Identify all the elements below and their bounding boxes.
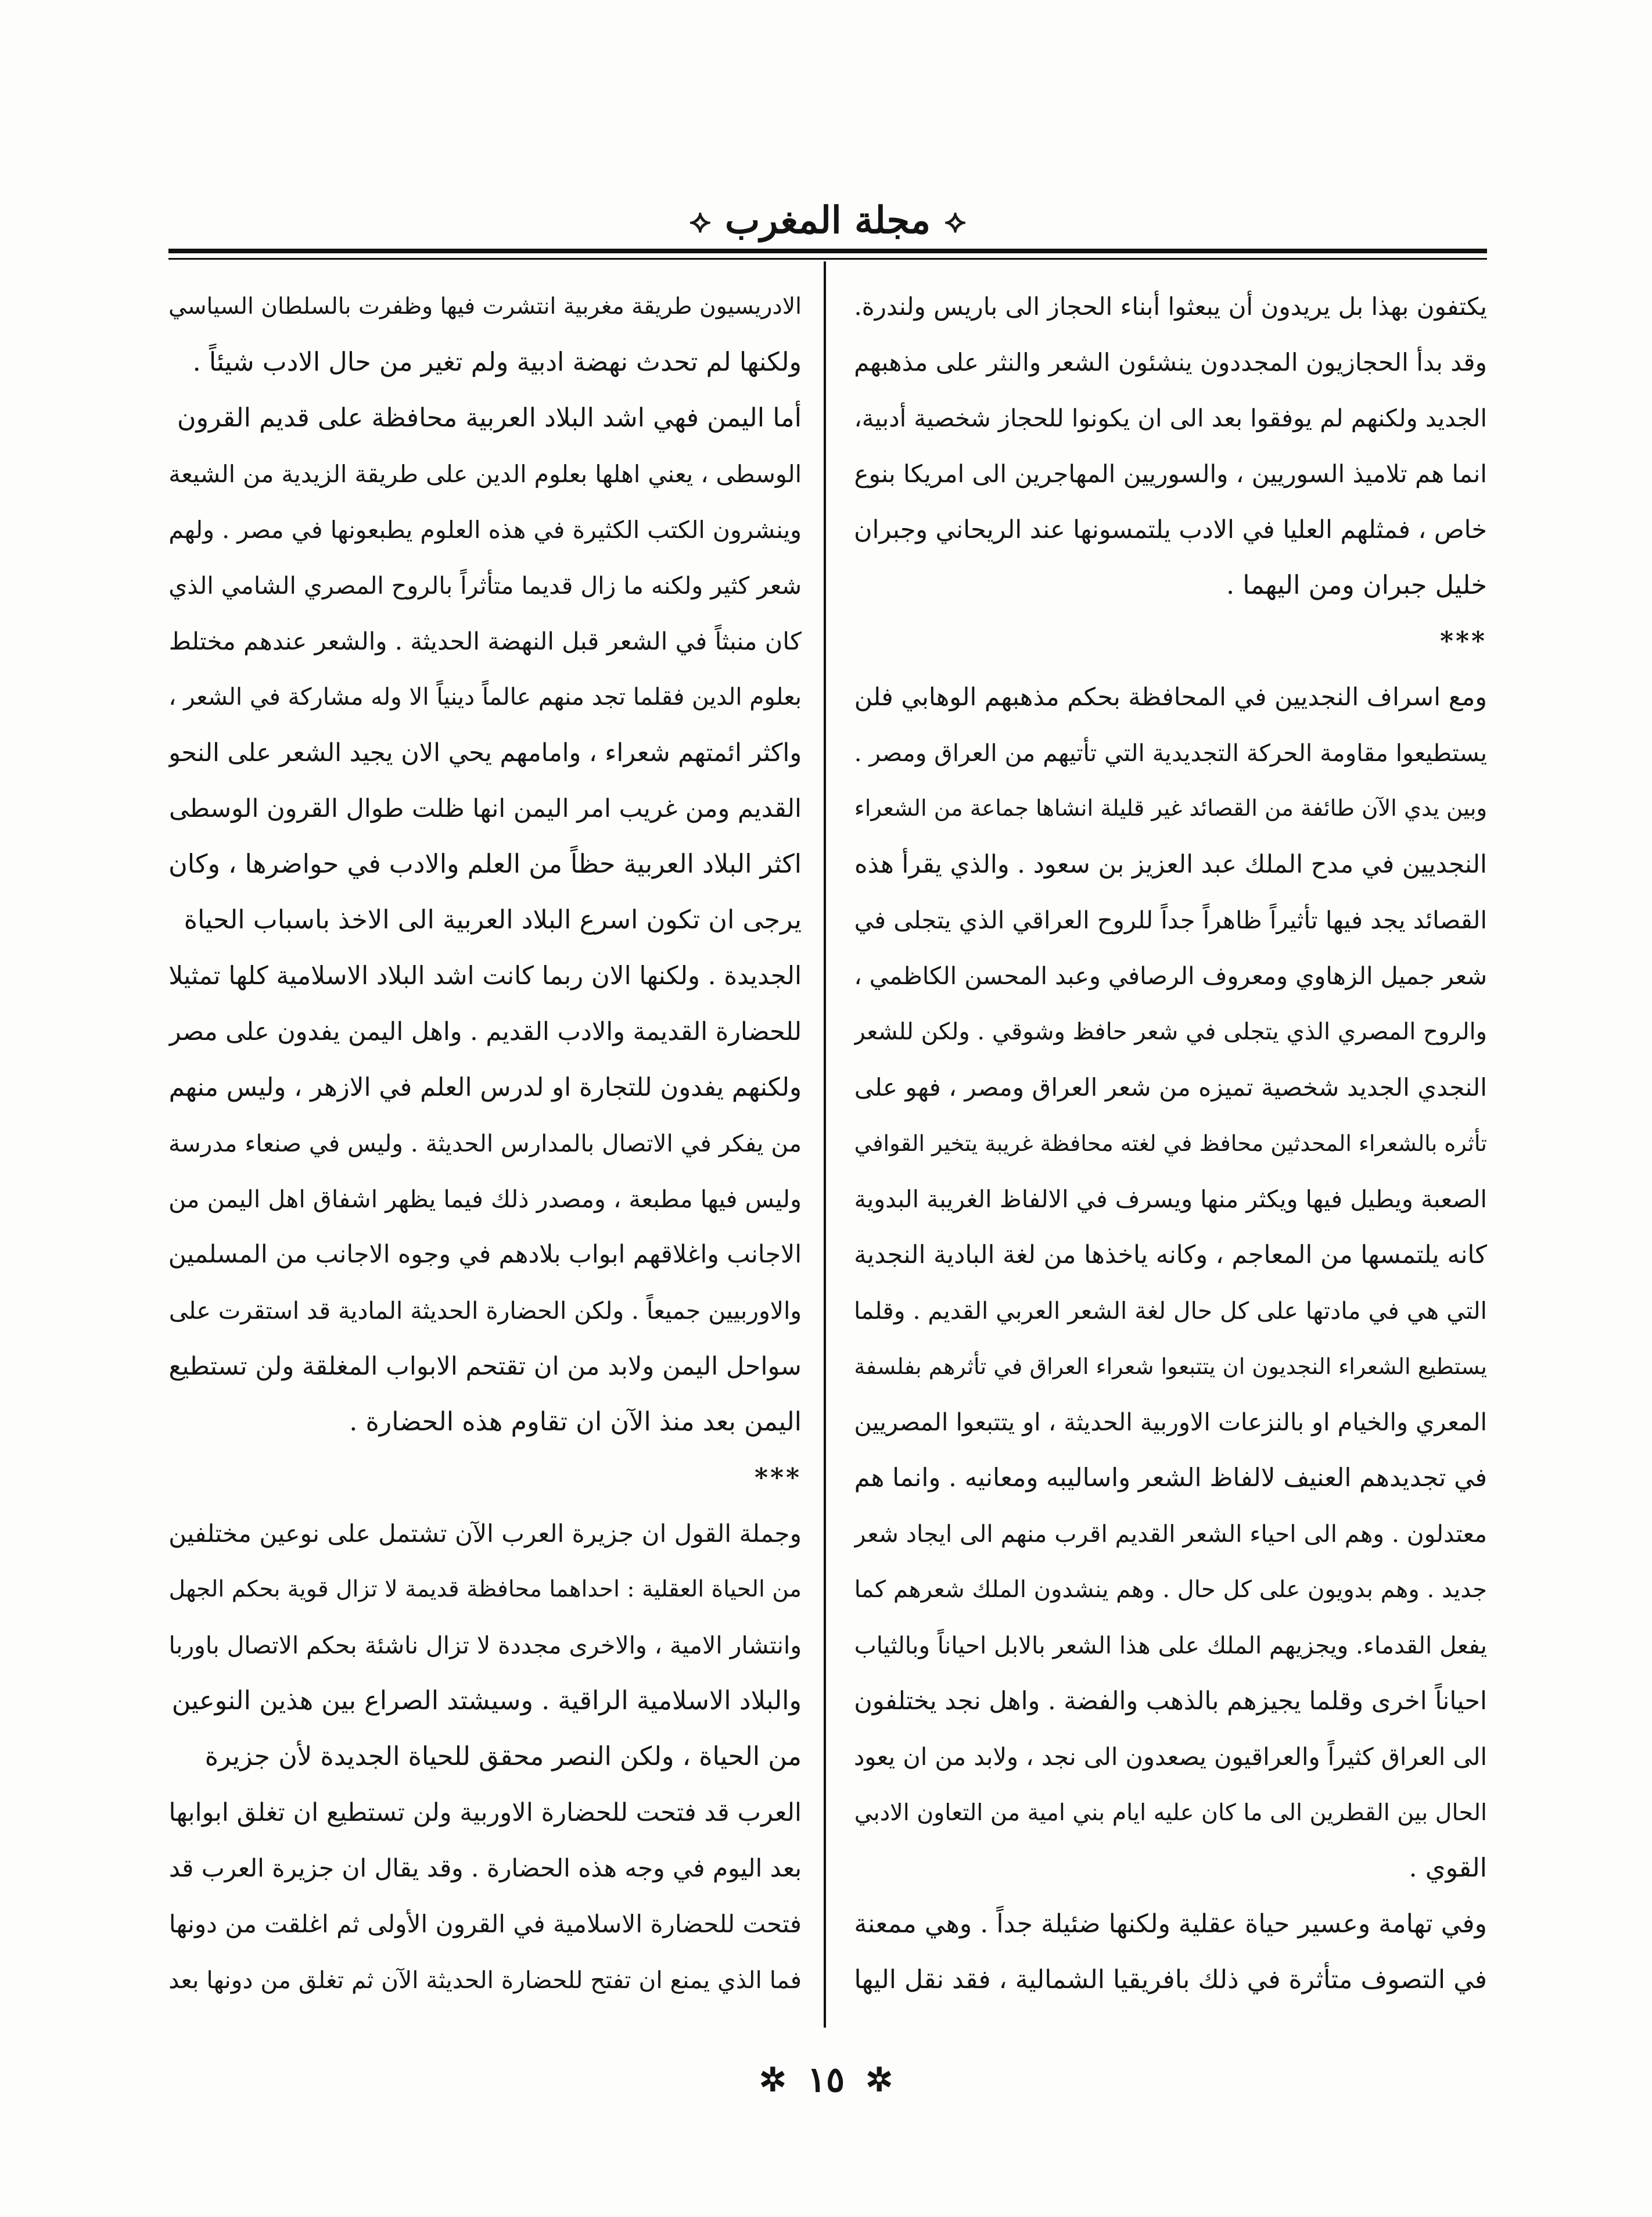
text-line: الاجانب واغلاقهم ابواب بلادهم في وجوه الاجانب من المسلمين bbox=[168, 1240, 802, 1269]
text-line: وقد بدأ الحجازيون المجددون ينشئون الشعر والنثر على مذهبهم bbox=[854, 348, 1487, 376]
text-line: ولكنها لم تحدث نهضة ادبية ولم تغير من حال الادب شيئاً . bbox=[192, 347, 802, 377]
text-line: انما هم تلاميذ السوريين ، والسوريين المهاجرين الى امريكا بنوع bbox=[854, 460, 1487, 488]
left-column bbox=[168, 279, 802, 2022]
text-line: اليمن بعد منذ الآن ان تقاوم هذه الحضارة . bbox=[349, 1407, 802, 1437]
text-line: النجديين في مدح الملك عبد العزيز بن سعود . والذي يقرأ هذه bbox=[854, 850, 1487, 879]
text-line: والبلاد الاسلامية الراقية . وسيشتد الصراع بين هذين النوعين bbox=[171, 1686, 802, 1716]
text-line: من يفكر في الاتصال بالمدارس الحديثة . وليس في صنعاء مدرسة bbox=[168, 1129, 802, 1157]
header-rule-thin bbox=[168, 258, 1487, 260]
text-line: كانه يلتمسها من المعاجم ، وكانه ياخذها من لغة البادية النجدية bbox=[854, 1240, 1487, 1269]
text-line: وليس فيها مطبعة ، ومصدر ذلك فيما يظهر اشفاق اهل اليمن من bbox=[168, 1185, 802, 1213]
page-footer bbox=[0, 2051, 1652, 2109]
footer-star-icon: ✲ bbox=[865, 2061, 893, 2099]
text-line: واكثر ائمتهم شعراء ، وامامهم يحي الان يجيد الشعر على النحو bbox=[168, 738, 802, 767]
right-column bbox=[854, 279, 1487, 2022]
page-number: ١٥ bbox=[807, 2060, 845, 2100]
text-line: وانتشار الامية ، والاخرى مجددة لا تزال ناشئة بحكم الاتصال باوربا bbox=[168, 1631, 802, 1659]
text-line: النجدي الجديد شخصية تميزه من شعر العراق ومصر ، فهو على bbox=[854, 1073, 1487, 1102]
text-line: خليل جبران ومن اليهما . bbox=[1226, 571, 1487, 600]
text-line: الصعبة ويطيل فيها ويكثر منها ويسرف في الالفاظ الغريبة البدوية bbox=[854, 1185, 1487, 1213]
text-line: بعلوم الدين فقلما تجد منهم عالماً دينياً الا وله مشاركة في الشعر ، bbox=[168, 684, 802, 711]
text-line: ولكنهم يفدون للتجارة او لدرس العلم في الازهر ، وليس منهم bbox=[168, 1073, 802, 1102]
column-divider bbox=[824, 261, 826, 2028]
text-line: وبين يدي الآن طائفة من القصائد غير قليلة انشاها جماعة من الشعراء bbox=[854, 795, 1487, 821]
text-line: للحضارة القديمة والادب القديم . واهل اليمن يفدون على مصر bbox=[168, 1017, 802, 1046]
text-line: يكتفون بهذا بل يريدون أن يبعثوا أبناء الحجاز الى باريس ولندرة. bbox=[854, 292, 1487, 321]
text-line: المعري والخيام او بالنزعات الاوربية الحديثة ، او يتتبعوا المصريين bbox=[854, 1408, 1487, 1436]
text-line: القصائد يجد فيها تأثيراً ظاهراً جداً للروح العراقي الذي يتجلى في bbox=[854, 906, 1487, 934]
text-line: احياناً اخرى وقلما يجيزهم بالذهب والفضة . واهل نجد يختلفون bbox=[854, 1687, 1487, 1716]
journal-title-row bbox=[168, 192, 1487, 250]
text-line: يرجى ان تكون اسرع البلاد العربية الى الاخذ باسباب الحياة bbox=[184, 905, 802, 935]
section-separator: *** bbox=[754, 1463, 802, 1493]
text-line: كان منبثاً في الشعر قبل النهضة الحديثة . والشعر عندهم مختلط bbox=[168, 627, 802, 655]
text-line: من الحياة ، ولكن النصر محقق للحياة الجديدة لأن جزيرة bbox=[204, 1742, 802, 1771]
text-line: وجملة القول ان جزيرة العرب الآن تشتمل على نوعين مختلفين bbox=[168, 1519, 802, 1548]
text-line: الحال بين القطرين الى ما كان عليه ايام بني امية من التعاون الادبي bbox=[854, 1799, 1487, 1826]
text-line: اكثر البلاد العربية حظاً من العلم والادب في حواضرها ، وكان bbox=[168, 849, 802, 879]
text-line: الوسطى ، يعني اهلها بعلوم الدين على طريقة الزيدية من الشيعة bbox=[168, 460, 802, 488]
text-line: تأثره بالشعراء المحدثين محافظ في لغته محافظة غريبة يتخير القوافي bbox=[854, 1131, 1487, 1156]
text-line: في تجديدهم العنيف لالفاظ الشعر واساليبه ومعانيه . وانما هم bbox=[854, 1463, 1487, 1493]
text-line: الجديدة . ولكنها الان ربما كانت اشد البلاد الاسلامية كلها تمثيلا bbox=[168, 962, 802, 991]
text-line: القوي . bbox=[1409, 1853, 1487, 1883]
ornament-right-icon: ⟡ bbox=[944, 202, 967, 240]
text-line: وفي تهامة وعسير حياة عقلية ولكنها ضئيلة جداً . وهي ممعنة bbox=[854, 1909, 1487, 1939]
text-line: شعر كثير ولكنه ما زال قديما متأثراً بالروح المصري الشامي الذي bbox=[168, 572, 802, 600]
text-line: الى العراق كثيراً والعراقيون يصعدون الى نجد ، ولابد من ان يعود bbox=[854, 1743, 1487, 1771]
text-line: يستطيعوا مقاومة الحركة التجديدية التي تأتيهم من العراق ومصر . bbox=[854, 739, 1487, 767]
text-line: القديم ومن غريب امر اليمن انها ظلت طوال القرون الوسطى bbox=[168, 794, 802, 823]
text-line: التي هي في مادتها على كل حال لغة الشعر العربي القديم . وقلما bbox=[854, 1297, 1487, 1325]
section-separator: *** bbox=[1439, 626, 1487, 656]
journal-title: مجلة المغرب bbox=[724, 199, 931, 242]
text-line: والاوربيين جميعاً . ولكن الحضارة الحديثة المادية قد استقرت على bbox=[168, 1297, 802, 1325]
text-line: خاص ، فمثلهم العليا في الادب يلتمسونها عند الريحاني وجبران bbox=[854, 515, 1487, 544]
text-line: الجديد ولكنهم لم يوفقوا بعد الى ان يكونوا للحجاز شخصية أدبية، bbox=[854, 404, 1487, 432]
text-line: من الحياة العقلية : احداهما محافظة قديمة لا تزال قوية بحكم الجهل bbox=[168, 1576, 802, 1602]
text-line: يستطيع الشعراء النجديون ان يتتبعوا شعراء العراق في تأثرهم بفلسفة bbox=[854, 1354, 1487, 1379]
ornament-left-icon: ⟡ bbox=[689, 202, 711, 240]
text-line: سواحل اليمن ولابد من ان تقتحم الابواب المغلقة ولن تستطيع bbox=[168, 1352, 802, 1381]
text-line: والروح المصري الذي يتجلى في شعر حافظ وشوقي . ولكن للشعر bbox=[854, 1018, 1487, 1045]
footer-star-icon: ✲ bbox=[759, 2061, 787, 2099]
text-line: شعر جميل الزهاوي ومعروف الرصافي وعبد المحسن الكاظمي ، bbox=[854, 962, 1487, 990]
text-line: وينشرون الكتب الكثيرة في هذه العلوم يطبعونها في مصر . ولهم bbox=[168, 516, 802, 544]
text-line: في التصوف متأثرة في ذلك بافريقيا الشمالية ، فقد نقل اليها bbox=[854, 1965, 1487, 1994]
header-rule-thick bbox=[168, 249, 1487, 253]
running-header bbox=[168, 192, 1487, 256]
text-line: جديد . وهم بدويون على كل حال . وهم ينشدون الملك شعرهم كما bbox=[854, 1576, 1487, 1603]
text-line: ومع اسراف النجديين في المحافظة بحكم مذهبهم الوهابي فلن bbox=[854, 683, 1487, 712]
text-line: فما الذي يمنع ان تفتح للحضارة الحديثة الآن ثم تغلق من دونها بعد bbox=[168, 1966, 802, 1994]
text-line: معتدلون . وهم الى احياء الشعر القديم اقرب منهم الى ايجاد شعر bbox=[854, 1520, 1487, 1548]
text-line: الادريسيون طريقة مغربية انتشرت فيها وظفرت بالسلطان السياسي bbox=[168, 293, 802, 320]
text-line: يفعل القدماء. ويجزيهم الملك على هذا الشعر بالابل احياناً وبالثياب bbox=[854, 1631, 1487, 1659]
text-line: العرب قد فتحت للحضارة الاوربية ولن تستطيع ان تغلق ابوابها bbox=[168, 1798, 802, 1827]
text-line: فتحت للحضارة الاسلامية في القرون الأولى ثم اغلقت من دونها bbox=[168, 1910, 802, 1938]
text-line: بعد اليوم في وجه هذه الحضارة . وقد يقال ان جزيرة العرب قد bbox=[168, 1854, 802, 1882]
text-line: أما اليمن فهي اشد البلاد العربية محافظة على قديم القرون bbox=[177, 403, 802, 433]
